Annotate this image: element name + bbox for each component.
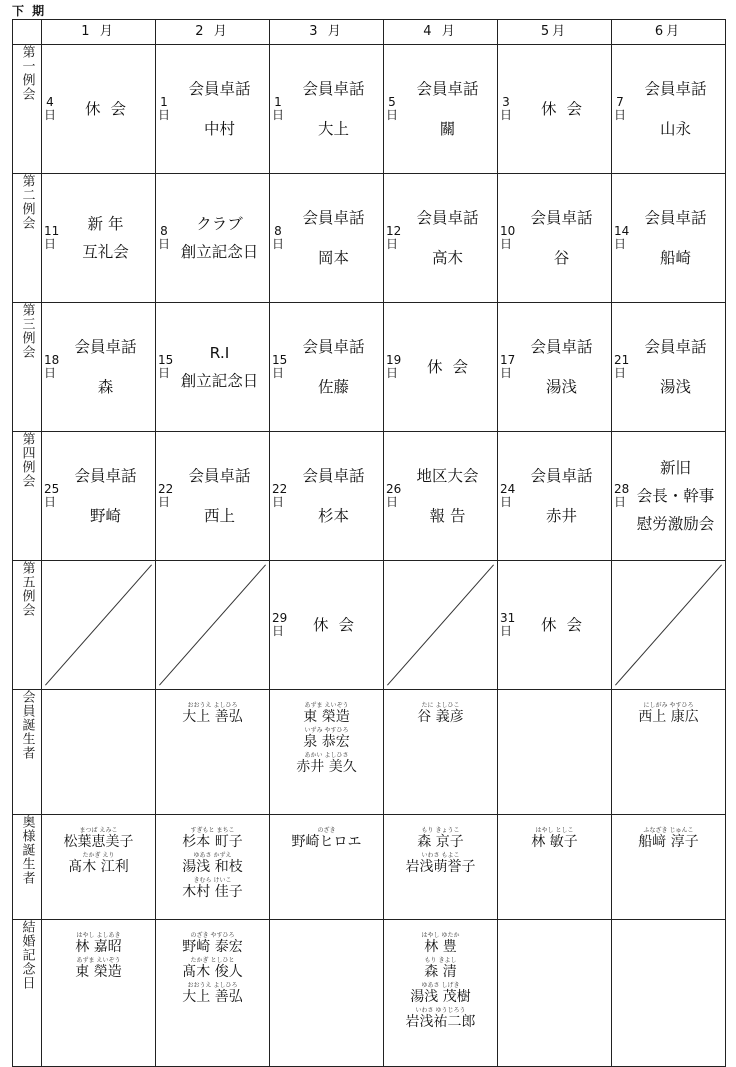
meeting-event [628,432,723,560]
meeting-event [172,45,267,173]
person-ruby: きむら けいこ [193,877,232,884]
person-entry [270,752,383,775]
meeting-cell [156,174,270,303]
meeting-cell [156,561,270,690]
row-label-text: 第二例会 [19,174,35,230]
person-entry [156,982,269,1005]
meeting-cell [156,432,270,561]
event-line: 大上 [317,120,349,138]
person-entry [270,727,383,750]
month-header: 3 月 [270,20,384,45]
event-line: 休会 [540,100,592,118]
person-entry [42,957,155,980]
meeting-event [628,174,723,302]
person-ruby: のざき [317,827,336,834]
event-line: 杉本 [317,507,349,525]
person-name: 森 京子 [417,834,464,850]
people-cell [498,920,612,1067]
row-label-text: 奥様誕生者 [19,815,35,885]
meeting-cell [498,45,612,174]
page-title: 下 期 [12,4,47,18]
person-entry [270,702,383,725]
person-ruby: はやし ゆたか [421,932,460,939]
person-entry [42,827,155,850]
person-entry [42,852,155,875]
meeting-day: 17日 [500,353,516,380]
person-ruby: いずみ やすひろ [304,727,349,734]
event-line: 会員卓話 [188,80,251,98]
person-name: 髙木 江利 [68,859,129,875]
person-entry [384,1007,497,1030]
meeting-event [628,303,723,431]
meeting-cell [384,432,498,561]
event-line: 森 [97,378,114,396]
meeting-event [172,174,267,302]
meeting-cell [156,303,270,432]
event-line: 慰労激励会 [636,515,715,533]
meeting-day: 22日 [158,482,174,509]
event-line: 休会 [426,358,478,376]
meeting-day: 15日 [158,353,174,380]
people-cell [42,815,156,920]
person-ruby: ゆあさ かずえ [193,852,232,859]
person-name: 野崎ヒロエ [291,834,362,850]
people-cell [384,815,498,920]
meeting-day: 21日 [614,353,630,380]
meeting-cell [384,45,498,174]
empty-slash [384,561,497,689]
row-label-text: 第三例会 [19,303,35,359]
people-cell [42,690,156,815]
person-name: 東 榮造 [303,709,350,725]
person-ruby: おおうえ よしひろ [187,702,238,709]
person-name: 西上 康広 [638,709,699,725]
event-line: 地区大会 [416,467,479,485]
month-header: 1 月 [42,20,156,45]
person-ruby: はやし よしあき [76,932,121,939]
meeting-cell [384,561,498,690]
person-name: 松葉恵美子 [63,834,134,850]
month-header: 6月 [612,20,726,45]
people-cell [42,920,156,1067]
person-ruby: のざき やすひろ [190,932,235,939]
person-name: 岩浅祐二郎 [405,1014,476,1030]
event-line: 会員卓話 [302,467,365,485]
person-ruby: ゆあさ しげき [421,982,460,989]
people-cell [612,690,726,815]
meeting-cell [612,432,726,561]
row-label [13,690,42,815]
event-line: 会員卓話 [530,467,593,485]
meeting-cell [42,303,156,432]
event-line: 会員卓話 [74,338,137,356]
meeting-day: 15日 [272,353,288,380]
meeting-cell [384,303,498,432]
people-row [13,690,726,815]
person-entry [270,827,383,850]
row-label [13,432,42,561]
person-name: 湯浅 和枝 [182,859,243,875]
person-ruby: もり きよし [424,957,457,964]
empty-slash [612,561,725,689]
month-header: 5月 [498,20,612,45]
row-label [13,561,42,690]
people-cell [498,815,612,920]
row-label [13,303,42,432]
meeting-day: 5日 [386,95,399,122]
event-line: 西上 [203,507,235,525]
event-line: 会員卓話 [74,467,137,485]
event-line: 会員卓話 [302,338,365,356]
meeting-event [514,432,609,560]
row-label-text: 会員誕生者 [19,690,35,760]
people-cell [612,815,726,920]
people-cell [156,920,270,1067]
person-name: 大上 善弘 [182,989,243,1005]
meeting-row [13,432,726,561]
row-label-text: 第五例会 [19,561,35,617]
meeting-event [58,432,153,560]
person-ruby: にしがみ やすひろ [643,702,694,709]
meeting-cell [612,174,726,303]
meeting-row [13,174,726,303]
meeting-day: 8日 [272,224,285,251]
people-cell [156,815,270,920]
event-line: 湯浅 [659,378,691,396]
meeting-event [58,45,153,173]
meeting-event [286,303,381,431]
meeting-event [172,303,267,431]
meeting-day: 11日 [44,224,60,251]
meeting-day: 1日 [158,95,171,122]
person-ruby: あかい よしひさ [304,752,349,759]
person-entry [384,852,497,875]
people-cell [612,920,726,1067]
person-entry [384,932,497,955]
person-ruby: いわさ もよこ [421,852,460,859]
people-cell [270,920,384,1067]
event-line: 船崎 [659,249,691,267]
meeting-cell [270,561,384,690]
event-line: 關 [439,120,456,138]
meeting-event [286,432,381,560]
row-label [13,174,42,303]
event-line: 湯浅 [545,378,577,396]
person-name: 髙木 俊人 [182,964,243,980]
person-ruby: たかぎ えり [82,852,115,859]
schedule-table [12,19,726,1067]
meeting-cell [612,45,726,174]
meeting-day: 1日 [272,95,285,122]
meeting-row [13,45,726,174]
event-line: 会員卓話 [302,209,365,227]
event-line: 山永 [659,120,691,138]
person-name: 森 清 [424,964,457,980]
people-cell [270,815,384,920]
meeting-event [58,303,153,431]
event-line: 会長・幹事 [636,487,715,505]
meeting-event [514,174,609,302]
row-label [13,920,42,1067]
empty-slash [42,561,155,689]
event-line: 野崎 [89,507,121,525]
meeting-day: 14日 [614,224,630,251]
event-line: 創立記念日 [180,372,259,390]
meeting-day: 12日 [386,224,402,251]
person-ruby: あずま えいぞう [304,702,349,709]
event-line: 休会 [312,616,364,634]
person-name: 林 嘉昭 [75,939,122,955]
person-entry [384,982,497,1005]
person-entry [156,827,269,850]
meeting-event [172,432,267,560]
meeting-event [286,561,381,689]
people-cell [270,690,384,815]
person-entry [156,852,269,875]
person-entry [156,957,269,980]
person-entry [156,877,269,900]
person-entry [156,702,269,725]
person-entry [156,932,269,955]
meeting-day: 4日 [44,95,57,122]
meeting-row [13,561,726,690]
meeting-cell [612,303,726,432]
meeting-cell [270,432,384,561]
event-line: 岡本 [317,249,349,267]
meeting-day: 28日 [614,482,630,509]
person-entry [384,702,497,725]
header-corner [13,20,42,45]
person-name: 岩浅萌誉子 [405,859,476,875]
event-line: 互礼会 [82,243,129,261]
person-ruby: すぎもと まちこ [190,827,235,834]
event-line: 休会 [84,100,136,118]
event-line: 休会 [540,616,592,634]
person-ruby: ふなざき じゅんこ [643,827,694,834]
meeting-cell [270,303,384,432]
people-row [13,815,726,920]
meeting-event [286,45,381,173]
meeting-day: 18日 [44,353,60,380]
meeting-event [514,303,609,431]
meeting-cell [270,174,384,303]
person-name: 湯浅 茂樹 [410,989,471,1005]
person-name: 泉 恭宏 [303,734,350,750]
meeting-event [400,432,495,560]
event-line: 赤井 [545,507,577,525]
event-line: 創立記念日 [180,243,259,261]
event-line: 新 年 [87,215,124,233]
event-line: 会員卓話 [188,467,251,485]
people-cell [384,920,498,1067]
person-ruby: たかぎ としひと [190,957,235,964]
meeting-cell [498,561,612,690]
meeting-event [400,45,495,173]
person-name: 林 敏子 [531,834,578,850]
event-line: 会員卓話 [530,209,593,227]
person-ruby: もり きょうこ [421,827,460,834]
event-line: 会員卓話 [644,209,707,227]
meeting-event [514,561,609,689]
event-line: R.I [209,344,230,362]
meeting-event [286,174,381,302]
row-label [13,45,42,174]
meeting-day: 3日 [500,95,513,122]
people-cell [498,690,612,815]
person-entry [384,957,497,980]
row-label [13,815,42,920]
person-name: 谷 義彦 [417,709,464,725]
person-ruby: おおうえ よしひろ [187,982,238,989]
event-line: 会員卓話 [644,338,707,356]
meeting-cell [42,45,156,174]
meeting-cell [498,174,612,303]
meeting-cell [270,45,384,174]
month-header: 4 月 [384,20,498,45]
person-name: 野崎 泰宏 [182,939,243,955]
meeting-cell [612,561,726,690]
person-name: 大上 善弘 [182,709,243,725]
person-ruby: いわさ ゆうじろう [415,1007,466,1014]
person-entry [42,932,155,955]
meeting-day: 26日 [386,482,402,509]
meeting-event [400,174,495,302]
meeting-cell [156,45,270,174]
person-ruby: たに よしひこ [421,702,460,709]
person-entry [612,702,725,725]
meeting-row [13,303,726,432]
person-name: 杉本 町子 [182,834,243,850]
month-header-row [13,20,726,45]
row-label-text: 第四例会 [19,432,35,488]
row-label-text: 第一例会 [19,45,35,101]
person-entry [384,827,497,850]
meeting-event [628,45,723,173]
event-line: 新旧 [659,459,691,477]
person-entry [612,827,725,850]
meeting-cell [498,303,612,432]
meeting-day: 24日 [500,482,516,509]
person-name: 赤井 美久 [296,759,357,775]
event-line: 会員卓話 [530,338,593,356]
event-line: 報 告 [429,507,466,525]
event-line: 谷 [553,249,570,267]
person-ruby: あずま えいぞう [76,957,121,964]
meeting-day: 29日 [272,611,288,638]
meeting-cell [384,174,498,303]
meeting-event [58,174,153,302]
person-ruby: まつば えみこ [79,827,118,834]
event-line: クラブ [196,215,243,233]
people-row [13,920,726,1067]
people-cell [156,690,270,815]
meeting-event [514,45,609,173]
meeting-day: 8日 [158,224,171,251]
meeting-event [400,303,495,431]
meeting-day: 25日 [44,482,60,509]
meeting-day: 31日 [500,611,516,638]
month-header: 2 月 [156,20,270,45]
event-line: 佐藤 [317,378,349,396]
event-line: 会員卓話 [416,209,479,227]
meeting-day: 7日 [614,95,627,122]
meeting-day: 19日 [386,353,402,380]
row-label-text: 結婚記念日 [19,920,35,990]
meeting-cell [42,174,156,303]
event-line: 中村 [203,120,235,138]
person-name: 船﨑 淳子 [638,834,699,850]
people-cell [384,690,498,815]
person-name: 林 豊 [424,939,457,955]
person-ruby: はやし としこ [535,827,574,834]
event-line: 会員卓話 [644,80,707,98]
event-line: 会員卓話 [416,80,479,98]
person-name: 木村 佳子 [182,884,243,900]
person-entry [498,827,611,850]
meeting-day: 22日 [272,482,288,509]
event-line: 高木 [431,249,463,267]
person-name: 東 榮造 [75,964,122,980]
meeting-cell [498,432,612,561]
empty-slash [156,561,269,689]
meeting-day: 10日 [500,224,516,251]
meeting-cell [42,432,156,561]
meeting-cell [42,561,156,690]
event-line: 会員卓話 [302,80,365,98]
